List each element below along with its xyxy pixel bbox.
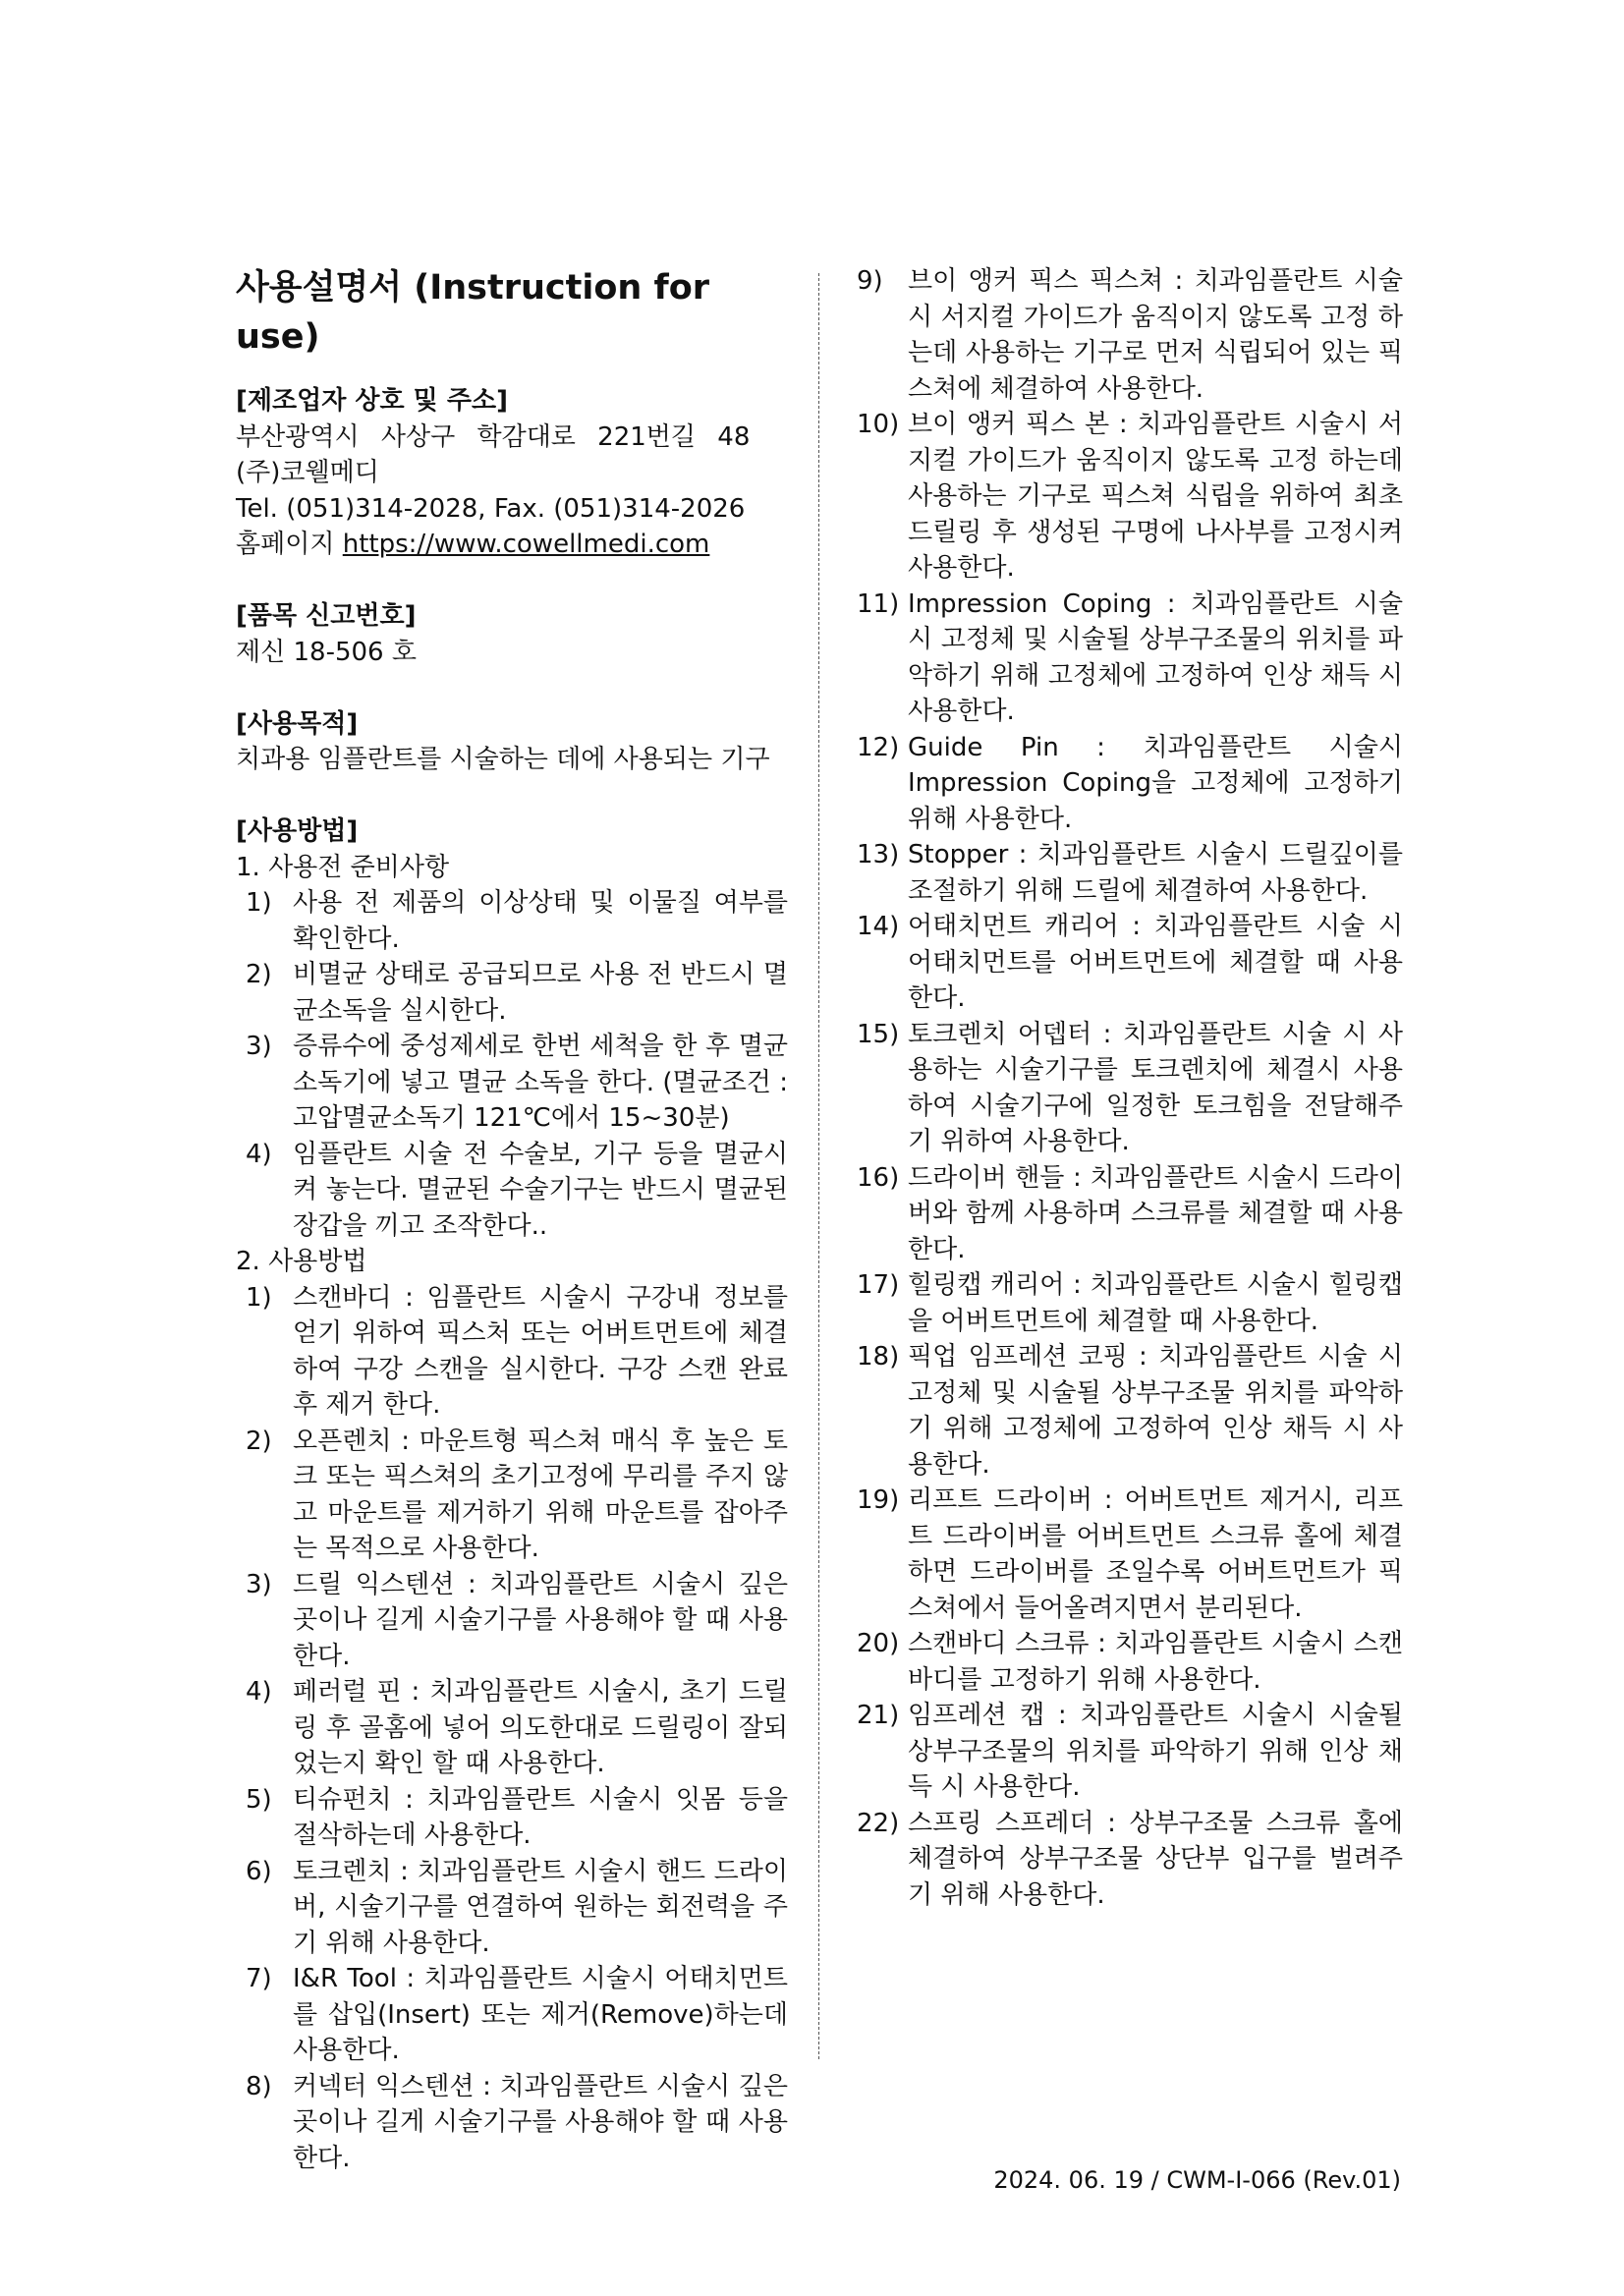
list-item [857, 1160, 1403, 1268]
item-number: 1) [246, 888, 272, 918]
prep-heading: 1. 사용전 준비사항 [236, 852, 450, 882]
item-text: 커넥터 익스텐션 : 치과임플란트 시술시 깊은 곳이나 길게 시술기구를 사용해야 할 때 사용한다. [293, 2071, 788, 2173]
list-item [236, 2069, 788, 2177]
manufacturer-address: 부산광역시 사상구 학감대로 221번길 48 [236, 421, 751, 452]
document-footer: 2024. 06. 19 / CWM-I-066 (Rev.01) [993, 2166, 1401, 2194]
item-text: 티슈펀치 : 치과임플란트 시술시 잇몸 등을 절삭하는데 사용한다. [293, 1784, 788, 1850]
list-item [857, 587, 1403, 730]
item-text: 토크렌치 : 치과임플란트 시술시 핸드 드라이버, 시술기구를 연결하여 원하는 회전력을 주기 위해 사용한다. [293, 1856, 788, 1958]
usage-heading: [사용방법] [236, 816, 359, 846]
item-number: 3) [246, 1569, 272, 1599]
list-item [236, 1280, 788, 1424]
method-list-left [236, 1280, 788, 2177]
list-item [236, 1674, 788, 1782]
item-number: 2) [246, 960, 272, 989]
list-item [857, 730, 1403, 838]
list-item [857, 407, 1403, 587]
prep-list [236, 885, 788, 1244]
list-item [857, 1017, 1403, 1160]
item-text: 스캔바디 스크류 : 치과임플란트 시술시 스캔바디를 고정하기 위해 사용한다. [908, 1629, 1403, 1695]
method-heading: 2. 사용방법 [236, 1247, 367, 1276]
item-text: 힐링캡 캐리어 : 치과임플란트 시술시 힐링캡을 어버트먼트에 체결할 때 사용한다. [908, 1270, 1403, 1336]
item-text: 비멸균 상태로 공급되므로 사용 전 반드시 멸균소독을 실시한다. [293, 960, 788, 1026]
homepage-row [236, 527, 788, 563]
item-number: 10) [857, 410, 900, 439]
item-number: 2) [246, 1426, 272, 1456]
item-number: 12) [857, 732, 900, 762]
item-text: 증류수에 중성제세로 한번 세척을 한 후 멸균 소독기에 넣고 멸균 소독을 한다. (멸균조건 : 고압멸균소독기 121℃에서 15~30분) [293, 1032, 788, 1133]
item-text: 페러럴 핀 : 치과임플란트 시술시, 초기 드릴링 후 골홈에 넣어 의도한대로 드릴링이 잘되었는지 확인 할 때 사용한다. [293, 1677, 788, 1778]
list-item [236, 1782, 788, 1854]
item-text: 어태치먼트 캐리어 : 치과임플란트 시술 시 어태치먼트를 어버트먼트에 체결할 때 사용한다. [908, 912, 1403, 1013]
item-number: 20) [857, 1629, 900, 1658]
item-number: 8) [246, 2071, 272, 2101]
item-number: 11) [857, 588, 900, 619]
item-number: 5) [246, 1784, 272, 1815]
item-number: 22) [857, 1808, 900, 1838]
list-item [857, 837, 1403, 909]
method-list-right [857, 263, 1403, 1913]
list-item [236, 1137, 788, 1245]
purpose-heading: [사용목적] [236, 708, 359, 739]
item-text: 리프트 드라이버 : 어버트먼트 제거시, 리프트 드라이버를 어버트먼트 스크류 홀에 체결하면 드라이버를 조일수록 어버트먼트가 픽스쳐에서 들어올려지면서 분리된다. [908, 1485, 1403, 1623]
item-text: 임프레션 캡 : 치과임플란트 시술시 시술될 상부구조물의 위치를 파악하기 위해 인상 채득 시 사용한다. [908, 1701, 1403, 1802]
list-item [857, 1626, 1403, 1698]
item-number: 17) [857, 1270, 900, 1300]
item-text: 토크렌치 어뎁터 : 치과임플란트 시술 시 사용하는 시술기구를 토크렌치에 체결시 사용하여 시술기구에 일정한 토크힘을 전달해주기 위하여 사용한다. [908, 1019, 1403, 1156]
item-text: I&R Tool : 치과임플란트 시술시 어태치먼트를 삽입(Insert) 또는 제거(Remove)하는데 사용한다. [293, 1964, 788, 2065]
list-item [857, 1483, 1403, 1626]
list-item [857, 1698, 1403, 1806]
item-number: 13) [857, 840, 900, 869]
item-number: 9) [857, 266, 883, 296]
list-item [236, 957, 788, 1029]
item-number: 4) [246, 1139, 272, 1169]
item-number: 15) [857, 1019, 900, 1049]
item-text: 스캔바디 : 임플란트 시술시 구강내 정보를 얻기 위하여 픽스처 또는 어버트먼트에 체결하여 구강 스캔을 실시한다. 구강 스캔 완료 후 제거 한다. [293, 1282, 788, 1420]
item-number: 3) [246, 1032, 272, 1061]
list-item [857, 263, 1403, 407]
list-item [236, 1961, 788, 2069]
list-item [236, 1854, 788, 1962]
item-text: Stopper : 치과임플란트 시술시 드릴깊이를 조절하기 위해 드릴에 체결하여 사용한다. [908, 840, 1403, 906]
homepage-label: 홈페이지 [236, 530, 335, 559]
item-text: 임플란트 시술 전 수술보, 기구 등을 멸균시켜 놓는다. 멸균된 수술기구는 반드시 멸균된 장갑을 끼고 조작한다.. [293, 1139, 788, 1241]
item-number: 16) [857, 1162, 900, 1193]
item-number: 1) [246, 1282, 272, 1313]
item-text: 픽업 임프레션 코핑 : 치과임플란트 시술 시 고정체 및 시술될 상부구조물 위치를 파악하기 위해 고정체에 고정하여 인상 채득 시 사용한다. [908, 1342, 1403, 1480]
item-text: Guide Pin : 치과임플란트 시술시 Impression Coping을 고정체에 고정하기 위해 사용한다. [908, 732, 1403, 834]
list-item [236, 1424, 788, 1567]
registration-heading: [품목 신고번호] [236, 601, 417, 631]
list-item [236, 1567, 788, 1675]
registration-value: 제신 18-506 호 [236, 637, 417, 667]
purpose-value: 치과용 임플란트를 시술하는 데에 사용되는 기구 [236, 745, 770, 774]
item-number: 4) [246, 1677, 272, 1707]
column-divider [818, 273, 819, 2059]
item-number: 14) [857, 912, 900, 941]
item-number: 19) [857, 1485, 900, 1515]
left-column [236, 263, 788, 2176]
page-title: 사용설명서 (Instruction for use) [236, 268, 710, 357]
item-text: 오픈렌치 : 마운트형 픽스쳐 매식 후 높은 토크 또는 픽스쳐의 초기고정에 무리를 주지 않고 마운트를 제거하기 위해 마운트를 잡아주는 목적으로 사용한다. [293, 1426, 788, 1563]
right-column [857, 263, 1403, 1913]
list-item [857, 1339, 1403, 1483]
manufacturer-company: (주)코웰메디 [236, 458, 379, 487]
item-text: 스프링 스프레더 : 상부구조물 스크류 홀에 체결하여 상부구조물 상단부 입구를 벌려주기 위해 사용한다. [908, 1808, 1403, 1910]
list-item [236, 1029, 788, 1137]
item-text: Impression Coping : 치과임플란트 시술 시 고정체 및 시술될 상부구조물의 위치를 파악하기 위해 고정체에 고정하여 인상 채득 시 사용한다. [908, 588, 1403, 726]
item-number: 18) [857, 1342, 900, 1372]
item-number: 6) [246, 1856, 272, 1886]
item-number: 7) [246, 1964, 272, 1993]
list-item [857, 1806, 1403, 1914]
manufacturer-heading: [제조업자 상호 및 주소] [236, 386, 508, 416]
item-text: 사용 전 제품의 이상상태 및 이물질 여부를 확인한다. [293, 888, 788, 954]
list-item [236, 885, 788, 957]
item-text: 브이 앵커 픽스 본 : 치과임플란트 시술시 서지컬 가이드가 움직이지 않도록 고정 하는데 사용하는 기구로 픽스쳐 식립을 위하여 최초 드릴링 후 생성된 구명에 나사부를 고정시켜 사용한다. [908, 410, 1403, 583]
list-item [857, 1267, 1403, 1339]
homepage-link[interactable]: https://www.cowellmedi.com [342, 530, 710, 559]
item-text: 드라이버 핸들 : 치과임플란트 시술시 드라이버와 함께 사용하며 스크류를 체결할 때 사용한다. [908, 1162, 1403, 1264]
item-text: 브이 앵커 픽스 픽스쳐 : 치과임플란트 시술시 서지컬 가이드가 움직이지 않도록 고정 하는데 사용하는 기구로 먼저 식립되어 있는 픽스쳐에 체결하여 사용한다. [908, 266, 1403, 404]
manufacturer-contact: Tel. (051)314-2028, Fax. (051)314-2026 [236, 493, 746, 524]
item-text: 드릴 익스텐션 : 치과임플란트 시술시 깊은 곳이나 길게 시술기구를 사용해야 할 때 사용한다. [293, 1569, 788, 1671]
item-number: 21) [857, 1701, 900, 1730]
list-item [857, 909, 1403, 1017]
